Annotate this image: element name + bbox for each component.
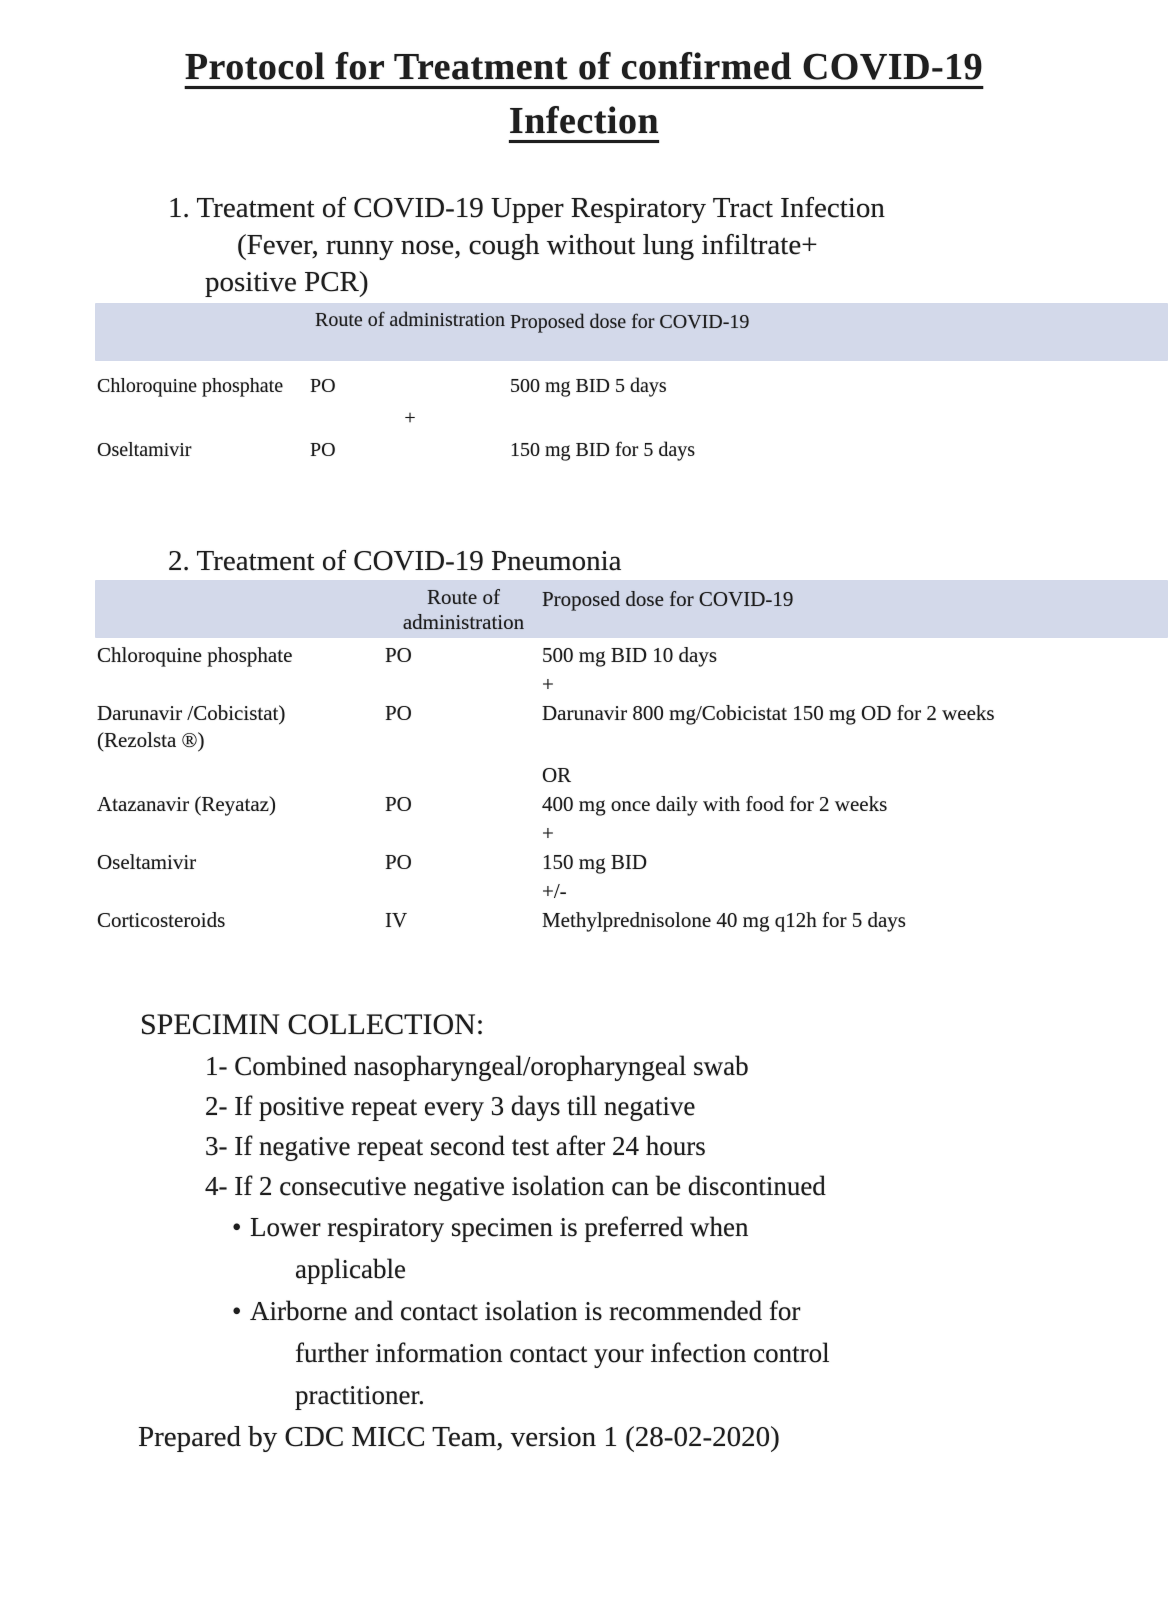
route-of-administration-header: Route of administration <box>402 585 525 634</box>
drug-header-empty <box>95 585 385 638</box>
document-title <box>0 40 1168 148</box>
route-value: IV <box>385 908 408 932</box>
empty-cell <box>385 671 542 698</box>
drug-name: Oseltamivir <box>97 850 197 874</box>
empty-cell <box>95 405 310 431</box>
connector-row <box>95 820 1168 847</box>
urti-treatment-table <box>95 303 1168 463</box>
route-value: PO <box>310 439 336 461</box>
drug-name-line-1: Darunavir /Cobicistat) <box>97 701 286 725</box>
pneumonia-treatment-table <box>95 580 1168 934</box>
bullet-text-line: Airborne and contact isolation is recommended for <box>250 1296 801 1326</box>
empty-cell <box>95 878 385 905</box>
empty-cell <box>385 878 542 905</box>
table-row <box>95 642 1168 669</box>
table-row <box>95 700 1168 754</box>
list-item: 4- If 2 consecutive negative isolation can be discontinued <box>205 1171 826 1201</box>
section-1-heading-line-3: positive PCR) <box>205 266 369 298</box>
section-1-heading-line-2: (Fever, runny nose, cough without lung infiltrate+ <box>237 229 818 261</box>
bullet-text-line: practitioner. <box>295 1380 425 1410</box>
table-row <box>95 791 1168 818</box>
dose-value: 500 mg BID 10 days <box>542 643 717 667</box>
specimen-bullet-list <box>0 1206 1168 1416</box>
list-item: 3- If negative repeat second test after 24 hours <box>205 1131 706 1161</box>
list-item: 2- If positive repeat every 3 days till negative <box>205 1091 696 1121</box>
list-item: 1- Combined nasopharyngeal/oropharyngeal swab <box>205 1051 749 1081</box>
specimen-numbered-list <box>0 1046 1168 1206</box>
empty-cell <box>385 820 542 847</box>
route-value: PO <box>385 643 412 667</box>
specimen-collection-heading: SPECIMIN COLLECTION: <box>140 1008 485 1041</box>
connector-row <box>95 405 1168 431</box>
section-2-heading: 2. Treatment of COVID-19 Pneumonia <box>168 545 622 577</box>
proposed-dose-header: Proposed dose for COVID-19 <box>542 587 794 611</box>
empty-cell <box>95 671 385 698</box>
or-connector: OR <box>542 763 572 787</box>
empty-cell <box>95 820 385 847</box>
bullet-icon: • <box>232 1212 242 1242</box>
table-header-row <box>95 580 1168 638</box>
prepared-by-footer: Prepared by CDC MICC Team, version 1 (28-02-2020) <box>138 1421 780 1453</box>
route-value: PO <box>385 701 412 725</box>
dose-value: Darunavir 800 mg/Cobicistat 150 mg OD for 2 weeks <box>542 701 995 725</box>
table-row <box>95 437 1168 463</box>
title-line-1: Protocol for Treatment of confirmed COVID-19 <box>184 46 984 88</box>
dose-value: 150 mg BID for 5 days <box>510 439 695 461</box>
drug-name: Atazanavir (Reyataz) <box>97 792 276 816</box>
dose-value: 400 mg once daily with food for 2 weeks <box>542 792 888 816</box>
dose-value: 150 mg BID <box>542 850 647 874</box>
table-row <box>95 849 1168 876</box>
drug-name: Corticosteroids <box>97 908 226 932</box>
plus-connector: + <box>542 672 554 696</box>
section-1-heading <box>0 190 1168 301</box>
title-line-2: Infection <box>508 100 660 142</box>
bullet-text-line: Lower respiratory specimen is preferred when <box>250 1212 749 1242</box>
dose-value: Methylprednisolone 40 mg q12h for 5 days <box>542 908 906 932</box>
route-of-administration-header: Route of administration <box>315 309 505 331</box>
connector-row <box>95 878 1168 905</box>
empty-cell <box>510 405 790 431</box>
bullet-item <box>0 1290 1168 1416</box>
drug-header-empty <box>95 308 310 361</box>
bullet-text-line: applicable <box>295 1254 406 1284</box>
bullet-icon: • <box>232 1296 242 1326</box>
section-1-heading-line-1: 1. Treatment of COVID-19 Upper Respiratory Tract Infection <box>168 192 885 224</box>
table-header-row <box>95 303 1168 361</box>
connector-row <box>95 762 1168 789</box>
route-value: PO <box>385 792 412 816</box>
route-value: PO <box>385 850 412 874</box>
bullet-text-line: further information contact your infection control <box>295 1338 830 1368</box>
plus-connector: + <box>542 821 554 845</box>
plus-connector: + <box>404 407 416 429</box>
table-row <box>95 907 1168 934</box>
empty-cell <box>385 762 542 789</box>
table-row <box>95 373 1168 399</box>
empty-cell <box>95 762 385 789</box>
drug-name-line-2: (Rezolsta ®) <box>97 728 205 752</box>
dose-value: 500 mg BID 5 days <box>510 375 667 397</box>
plus-minus-connector: +/- <box>542 879 567 903</box>
drug-name <box>95 700 385 754</box>
route-value: PO <box>310 375 336 397</box>
drug-name: Chloroquine phosphate <box>97 375 284 397</box>
proposed-dose-header: Proposed dose for COVID-19 <box>510 311 750 333</box>
bullet-item <box>0 1206 1168 1290</box>
drug-name: Oseltamivir <box>97 439 192 461</box>
drug-name: Chloroquine phosphate <box>97 643 293 667</box>
connector-row <box>95 671 1168 698</box>
